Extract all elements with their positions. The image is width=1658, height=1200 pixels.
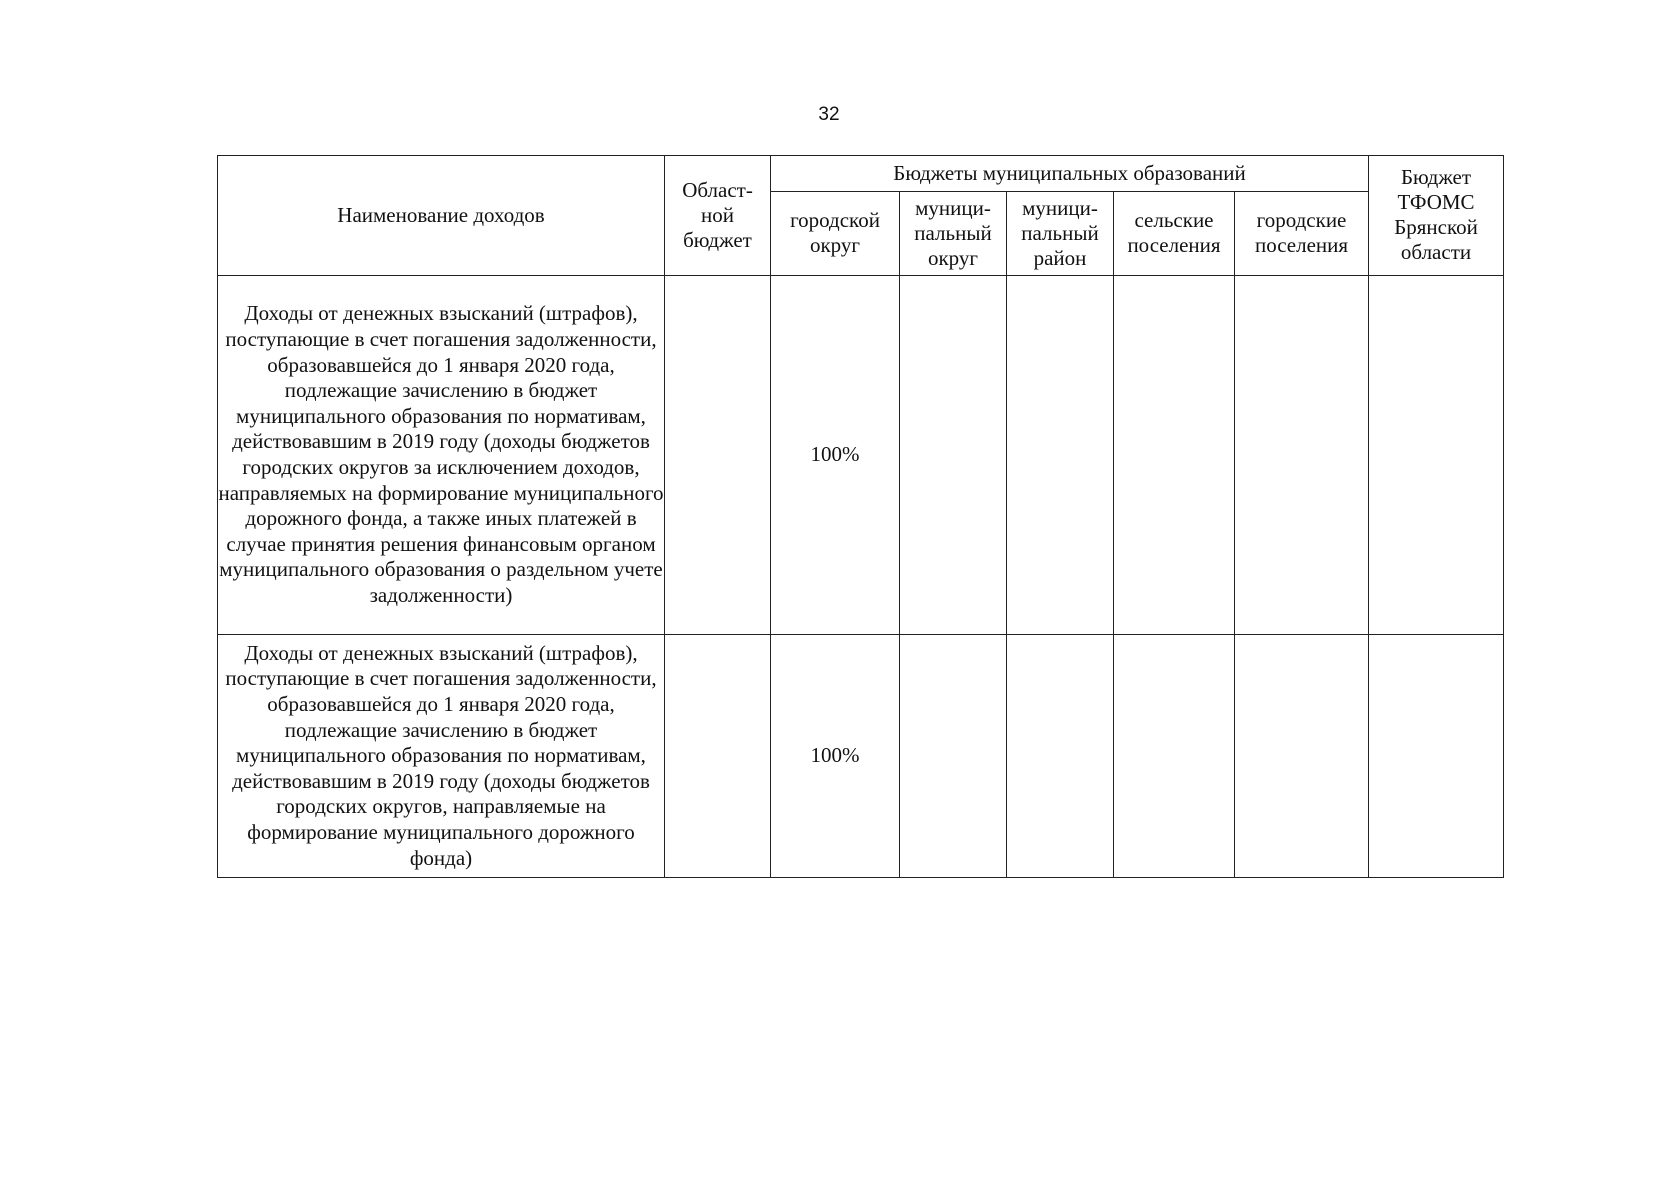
header-regional-line: ной [701, 202, 734, 227]
header-line: поселения [1127, 233, 1221, 258]
urban-settlements-cell [1235, 276, 1369, 635]
city-district-cell: 100% [771, 635, 900, 878]
tfoms-budget-cell [1369, 635, 1504, 878]
tfoms-budget-cell [1369, 276, 1504, 635]
revenue-distribution-table [217, 155, 1504, 878]
header-line: муници- [915, 195, 991, 220]
header-rural-settlements [1114, 192, 1235, 276]
header-regional-line: Област- [682, 177, 753, 202]
regional-budget-cell [665, 276, 771, 635]
header-city-district [771, 192, 900, 276]
regional-budget-cell [665, 635, 771, 878]
city-district-cell: 100% [771, 276, 900, 635]
table-row [218, 635, 1504, 878]
header-line: сельские [1134, 208, 1214, 233]
header-line: пальный [1021, 220, 1099, 245]
header-income-name: Наименование доходов [218, 156, 665, 276]
municipal-area-cell [1007, 635, 1114, 878]
income-name-cell: Доходы от денежных взысканий (штрафов), поступающие в счет погашения задолженности, образовавшейся до 1 января 2020 года, подлежащие зачислению в бюджет муниципального образования по нормативам, действовавшим в 2019 году (доходы бюджетов городских округов за исключением доходов, направляемых на формирование муниципального дорожного фонда, а также иных платежей в случае принятия решения финансовым органом муниципального образования о раздельном учете задолженности) [218, 276, 665, 635]
municipal-district-cell [900, 276, 1007, 635]
header-line: район [1033, 245, 1087, 270]
header-line: поселения [1254, 233, 1349, 258]
rural-settlements-cell [1114, 635, 1235, 878]
header-municipal-area [1007, 192, 1114, 276]
header-tfoms-line: Брянской [1394, 215, 1478, 240]
header-line: округ [809, 233, 861, 258]
header-tfoms-budget [1369, 156, 1504, 276]
rural-settlements-cell [1114, 276, 1235, 635]
header-municipal-district [900, 192, 1007, 276]
header-line: округ [927, 245, 979, 270]
page-number: 32 [818, 104, 840, 125]
header-line: муници- [1022, 195, 1098, 220]
header-municipal-budgets: Бюджеты муниципальных образований [771, 156, 1369, 192]
header-tfoms-line: Бюджет [1400, 165, 1472, 190]
header-regional-line: бюджет [683, 227, 752, 252]
header-line: пальный [914, 220, 992, 245]
header-line: городской [790, 208, 880, 233]
municipal-area-cell [1007, 276, 1114, 635]
municipal-district-cell [900, 635, 1007, 878]
income-name-cell: Доходы от денежных взысканий (штрафов), поступающие в счет погашения задолженности, образовавшейся до 1 января 2020 года, подлежащие зачислению в бюджет муниципального образования по нормативам, действовавшим в 2019 году (доходы бюджетов городских округов, направляемые на формирование муниципального дорожного фонда) [218, 635, 665, 878]
header-urban-settlements [1235, 192, 1369, 276]
header-tfoms-line: области [1400, 240, 1472, 265]
header-regional-budget [665, 156, 771, 276]
header-tfoms-line: ТФОМС [1397, 190, 1475, 215]
header-line: городские [1256, 208, 1347, 233]
urban-settlements-cell [1235, 635, 1369, 878]
table-row [218, 276, 1504, 635]
